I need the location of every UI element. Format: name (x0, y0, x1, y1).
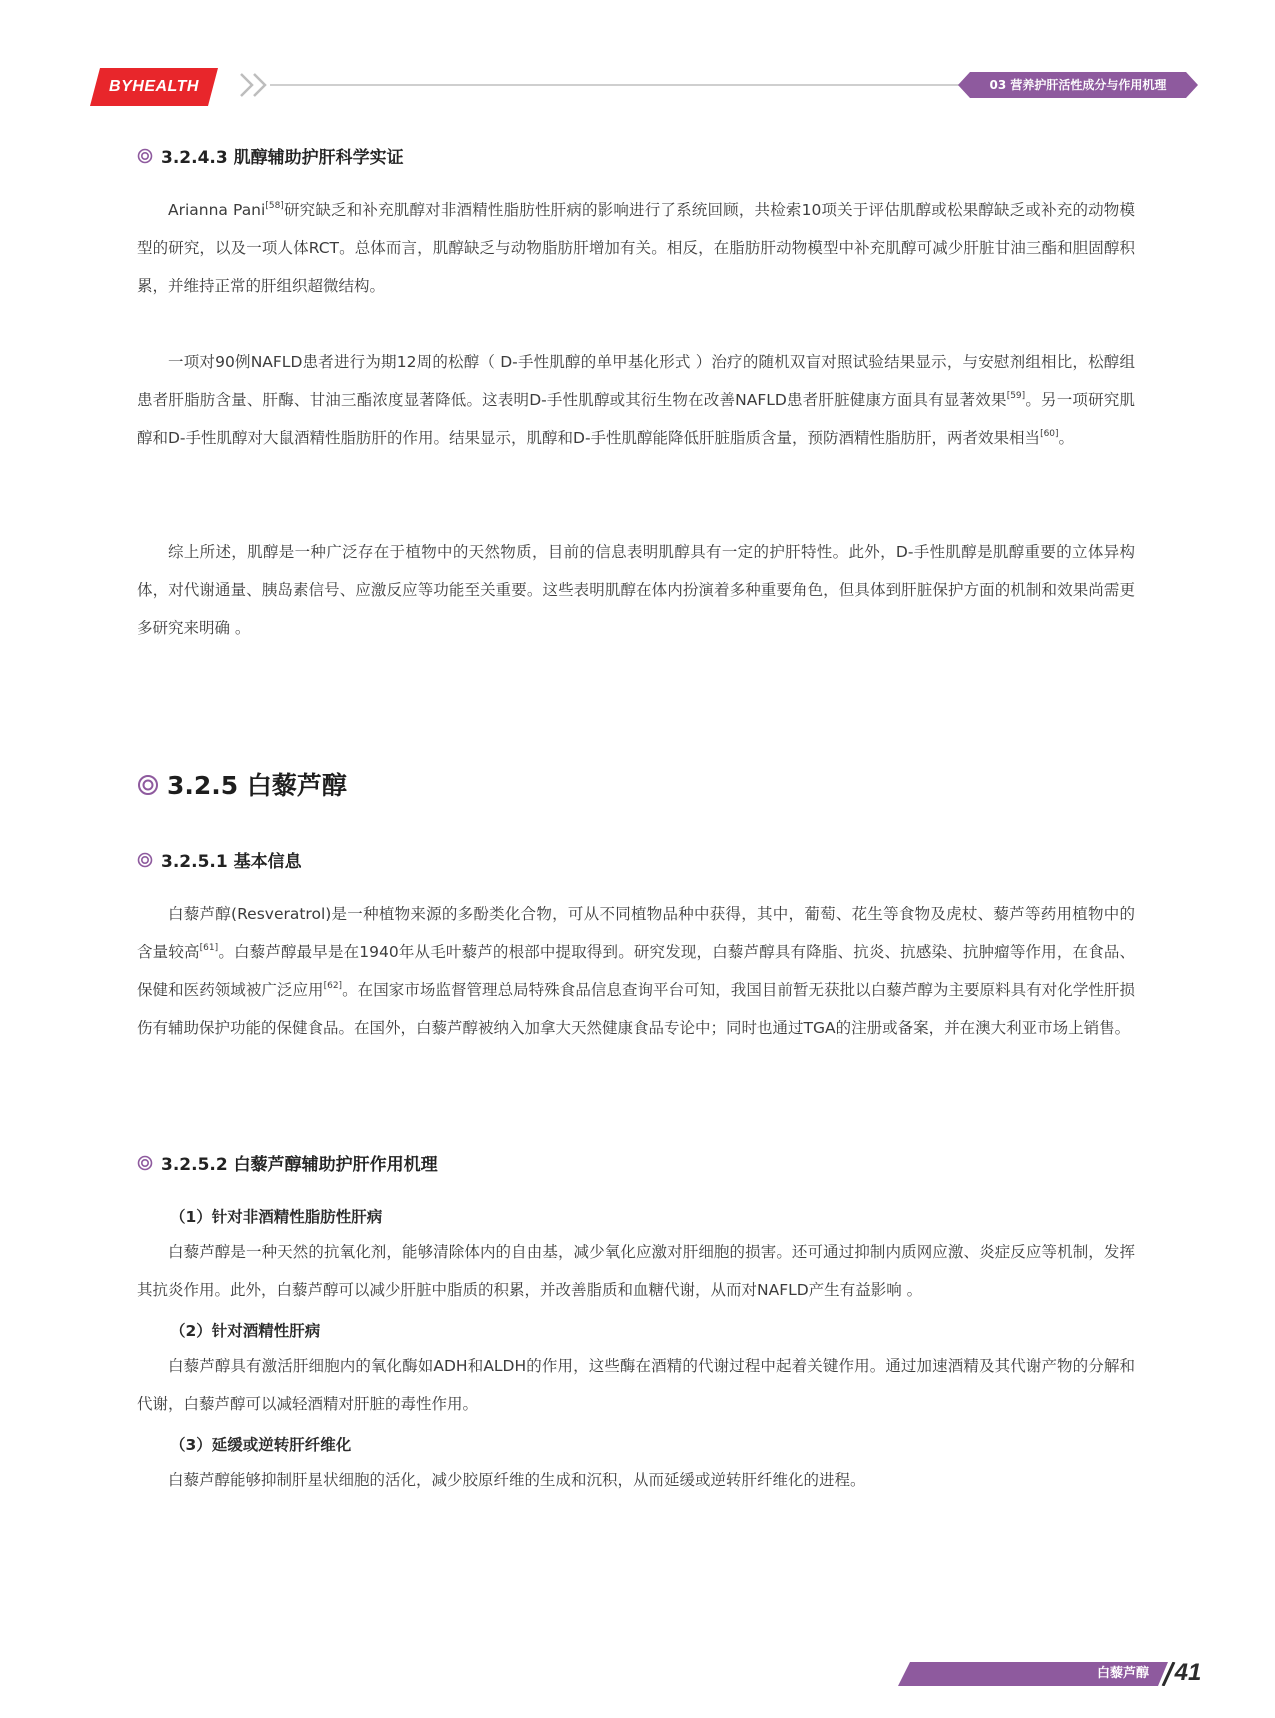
brand-logo (90, 68, 218, 106)
paragraph-resveratrol-basic (137, 895, 1135, 1047)
target-ring-icon (137, 774, 159, 796)
heading-3-2-5 (137, 768, 347, 804)
heading-3-2-4-3 (137, 145, 404, 171)
paragraph-fibrosis: 白藜芦醇能够抑制肝星状细胞的活化，减少胶原纤维的生成和沉积，从而延缓或逆转肝纤维化的进程。 (168, 1471, 866, 1489)
para-text: Arianna Pani (168, 201, 266, 219)
header-rule (270, 84, 970, 86)
para-text: 研究缺乏和补充肌醇对非酒精性脂肪性肝病的影响进行了系统回顾，共检索10项关于评估肌醇或松果醇缺乏或补充的动物模型的研究，以及一项人体RCT。总体而言，肌醇缺乏与动物脂肪肝增加有关。相反，在脂肪肝动物模型中补充肌醇可减少肝脏甘油三酯和胆固醇积累，并维持正常的肝组织超微结构。 (137, 201, 1135, 295)
para-text: 白藜芦醇(Resveratrol)是一种植物来源的多酚类化合物，可从不同植物品种中获得，其中，葡萄、花生等食物及虎杖、藜芦等药用植物中的含量较高 (137, 905, 1135, 961)
paragraph-inositol-review (137, 191, 1135, 305)
heading-text: 3.2.5.2 白藜芦醇辅助护肝作用机理 (161, 1155, 438, 1175)
target-ring-icon (137, 1155, 153, 1171)
subheading-alcoholic: （2）针对酒精性肝病 (170, 1322, 321, 1340)
paragraph-pinitol-trial (137, 343, 1135, 457)
citation: [61] (199, 943, 219, 953)
citation: [58] (265, 201, 284, 211)
heading-3-2-5-2 (137, 1152, 438, 1178)
page-footer (898, 1659, 1210, 1686)
paragraph-alcoholic: 白藜芦醇具有激活肝细胞内的氧化酶如ADH和ALDH的作用，这些酶在酒精的代谢过程中起着关键作用。通过加速酒精及其代谢产物的分解和代谢，白藜芦醇可以减轻酒精对肝脏的毒性作用。 (137, 1357, 1135, 1413)
heading-text: 3.2.4.3 肌醇辅助护肝科学实证 (161, 148, 404, 168)
paragraph-nafld: 白藜芦醇是一种天然的抗氧化剂，能够清除体内的自由基，减少氧化应激对肝细胞的损害。还可通过抑制内质网应激、炎症反应等机制，发挥其抗炎作用。此外，白藜芦醇可以减少肝脏中脂质的积累，并改善脂质和血糖代谢，从而对NAFLD产生有益影响 。 (137, 1243, 1135, 1299)
page-number: 41 (1174, 1659, 1202, 1686)
paragraph-inositol-summary: 综上所述，肌醇是一种广泛存在于植物中的天然物质，目前的信息表明肌醇具有一定的护肝特性。此外，D-手性肌醇是肌醇重要的立体异构体，对代谢通量、胰岛素信号、应激反应等功能至关重要。这些表明肌醇在体内扮演着多种重要角色，但具体到肝脏保护方面的机制和效果尚需更多研究来明确 。 (137, 543, 1135, 637)
heading-text: 3.2.5 白藜芦醇 (167, 771, 347, 800)
target-ring-icon (137, 852, 153, 868)
logo-text: BYHEALTH (109, 78, 199, 95)
para-text: 。另一项研究肌醇和D-手性肌醇对大鼠酒精性脂肪肝的作用。结果显示，肌醇和D-手性肌醇能降低肝脏脂质含量，预防酒精性脂肪肝，两者效果相当 (137, 391, 1135, 447)
subheading-nafld: （1）针对非酒精性脂肪性肝病 (170, 1208, 383, 1226)
target-ring-icon (137, 148, 153, 164)
subheading-fibrosis: （3）延缓或逆转肝纤维化 (170, 1436, 352, 1454)
citation: [59] (1006, 391, 1026, 401)
citation: [62] (323, 981, 343, 991)
heading-3-2-5-1 (137, 849, 302, 875)
footer-section-title: 白藜芦醇 (1096, 1666, 1149, 1681)
para-text: 。白藜芦醇最早是在1940年从毛叶藜芦的根部中提取得到。研究发现，白藜芦醇具有降脂、抗炎、抗感染、抗肿瘤等作用，在食品、保健和医药领域被广泛应用 (137, 943, 1135, 999)
heading-text: 3.2.5.1 基本信息 (161, 852, 302, 872)
chapter-tag (958, 72, 1198, 98)
para-text: 。 (1058, 429, 1075, 447)
double-chevron-icon (238, 72, 274, 98)
chapter-tag-label: 03 营养护肝活性成分与作用机理 (989, 78, 1167, 92)
para-text: 。在国家市场监督管理总局特殊食品信息查询平台可知，我国目前暂无获批以白藜芦醇为主要原料具有对化学性肝损伤有辅助保护功能的保健食品。在国外，白藜芦醇被纳入加拿大天然健康食品专论中；同时也通过TGA的注册或备案，并在澳大利亚市场上销售。 (137, 981, 1135, 1037)
citation: [60] (1040, 429, 1059, 439)
para-text: 一项对90例NAFLD患者进行为期12周的松醇（ D-手性肌醇的单甲基化形式 ）治疗的随机双盲对照试验结果显示，与安慰剂组相比，松醇组患者肝脂肪含量、肝酶、甘油三酯浓度显著降低。这表明D-手性肌醇或其衍生物在改善NAFLD患者肝脏健康方面具有显著效果 (137, 353, 1135, 409)
